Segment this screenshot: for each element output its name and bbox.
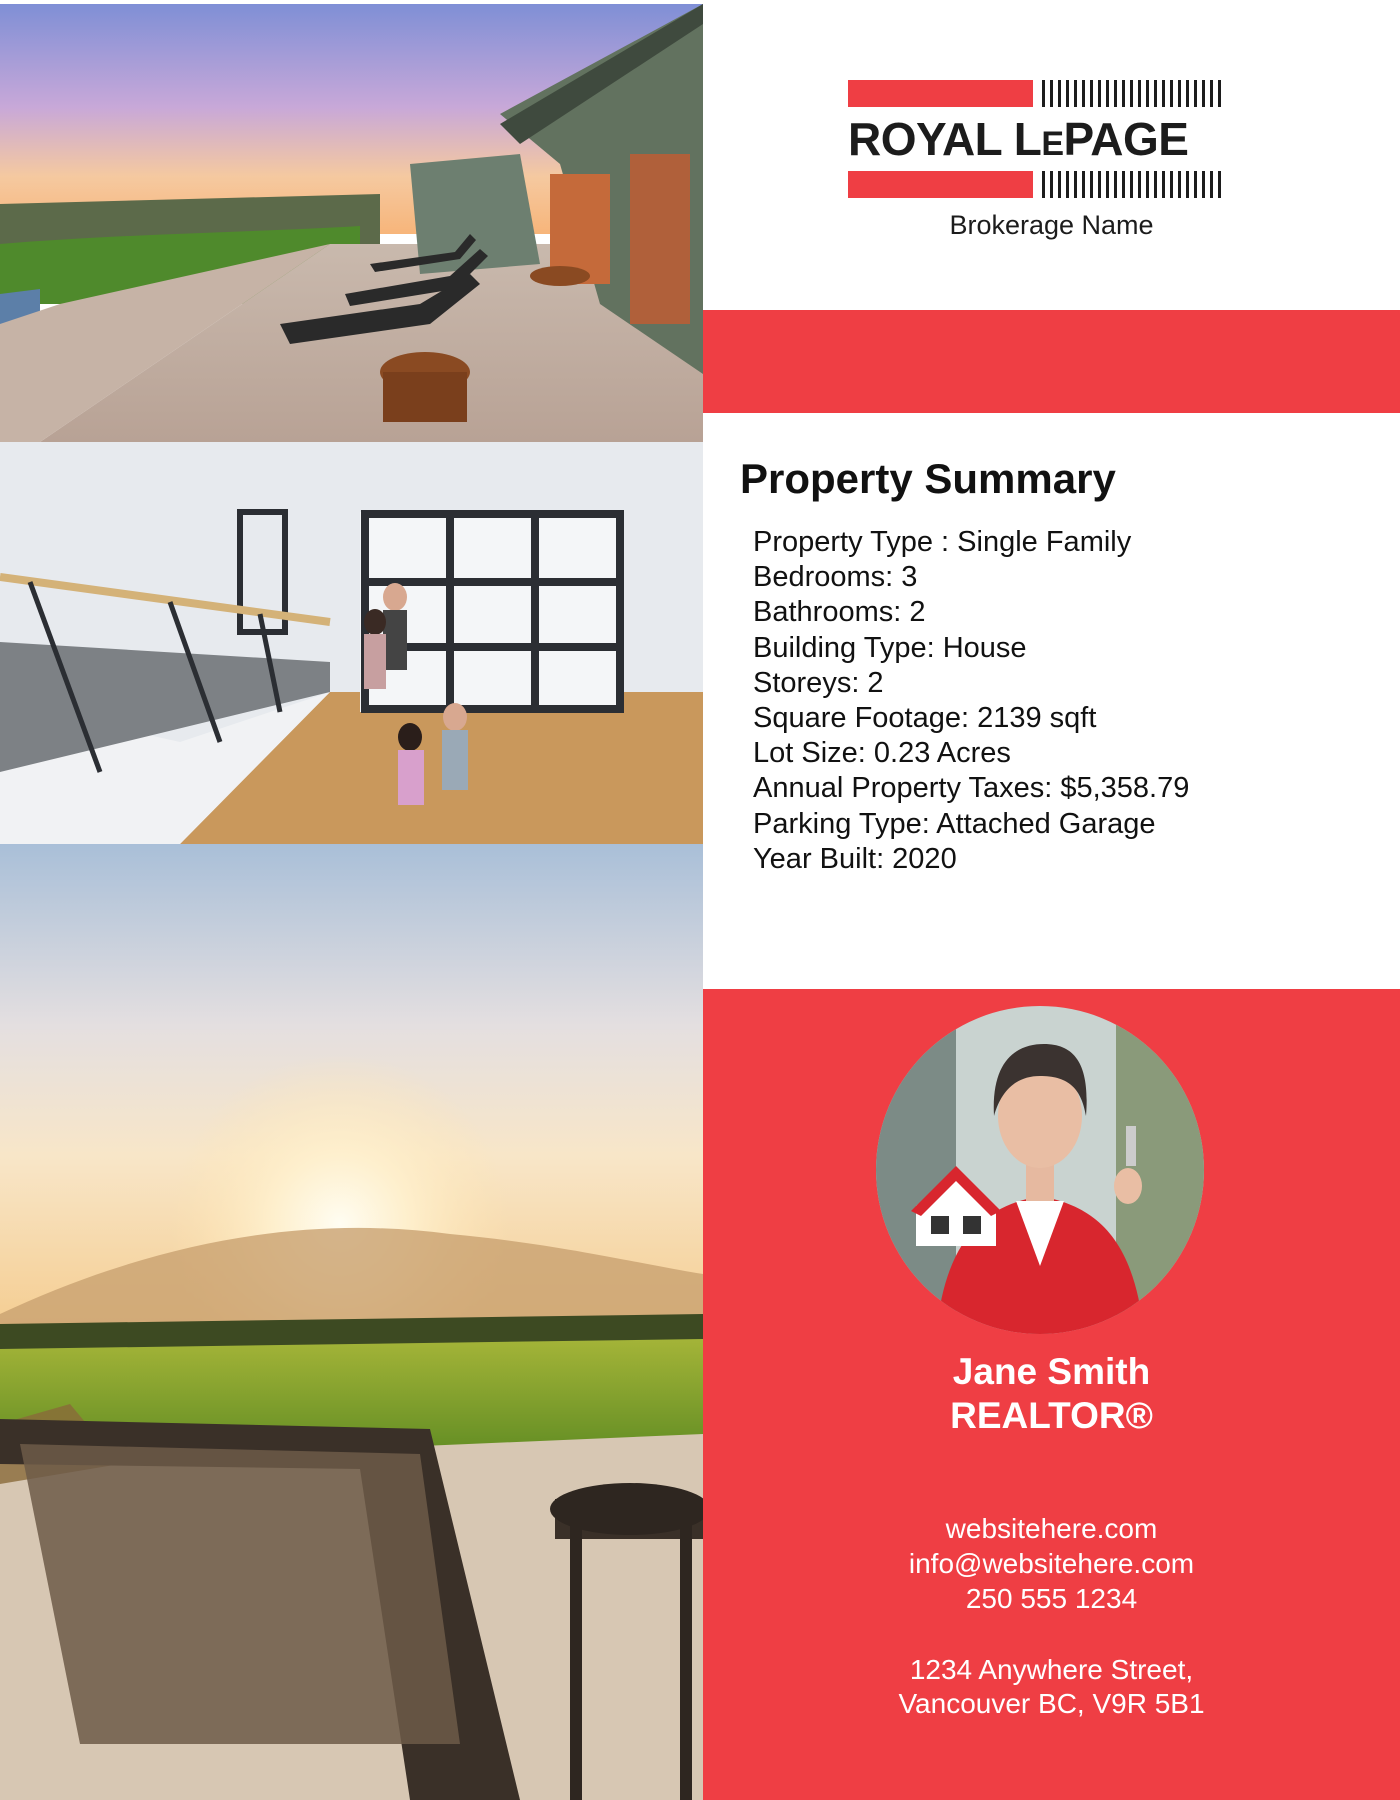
brokerage-name: Brokerage Name bbox=[949, 210, 1154, 240]
agent-address-line1: 1234 Anywhere Street, bbox=[909, 1654, 1194, 1685]
agent-website[interactable]: websitehere.com bbox=[945, 1513, 1158, 1544]
agent-address-line2: Vancouver BC, V9R 5B1 bbox=[898, 1688, 1205, 1719]
summary-item: Building Type: House bbox=[753, 631, 1027, 664]
summary-item: Year Built: 2020 bbox=[753, 842, 957, 875]
summary-item: Property Type : Single Family bbox=[753, 526, 1132, 558]
terrace-photo bbox=[0, 4, 703, 442]
summary-item: Parking Type: Attached Garage bbox=[753, 807, 1156, 840]
logo-stripes-bottom bbox=[1042, 171, 1223, 198]
summary-item: Square Footage: 2139 sqft bbox=[753, 702, 1097, 735]
logo-wordmark: ROYAL LEPAGE bbox=[848, 113, 1189, 165]
agent-title: REALTOR® bbox=[950, 1395, 1153, 1436]
agent-contact-panel bbox=[703, 989, 1400, 1800]
agent-phone[interactable]: 250 555 1234 bbox=[965, 1583, 1138, 1614]
royal-lepage-logo bbox=[848, 80, 1223, 198]
summary-item: Annual Property Taxes: $5,358.79 bbox=[753, 772, 1190, 805]
sunset-patio-photo bbox=[0, 844, 703, 1800]
agent-avatar bbox=[876, 1006, 1204, 1334]
stairs-photo bbox=[0, 442, 703, 844]
red-divider-band bbox=[703, 310, 1400, 413]
logo-stripes-top bbox=[1042, 80, 1223, 107]
brand-header bbox=[703, 0, 1400, 310]
summary-item: Lot Size: 0.23 Acres bbox=[753, 737, 1011, 770]
agent-name: Jane Smith bbox=[952, 1351, 1151, 1392]
summary-item: Bathrooms: 2 bbox=[753, 596, 926, 629]
summary-title: Property Summary bbox=[740, 455, 1116, 502]
agent-email[interactable]: info@websitehere.com bbox=[908, 1548, 1195, 1579]
logo-red-bar-top bbox=[848, 80, 1033, 107]
logo-red-bar-bottom bbox=[848, 171, 1033, 198]
summary-item: Storeys: 2 bbox=[753, 666, 884, 699]
summary-item: Bedrooms: 3 bbox=[753, 561, 918, 594]
property-summary bbox=[703, 413, 1400, 989]
summary-list bbox=[753, 525, 1189, 877]
